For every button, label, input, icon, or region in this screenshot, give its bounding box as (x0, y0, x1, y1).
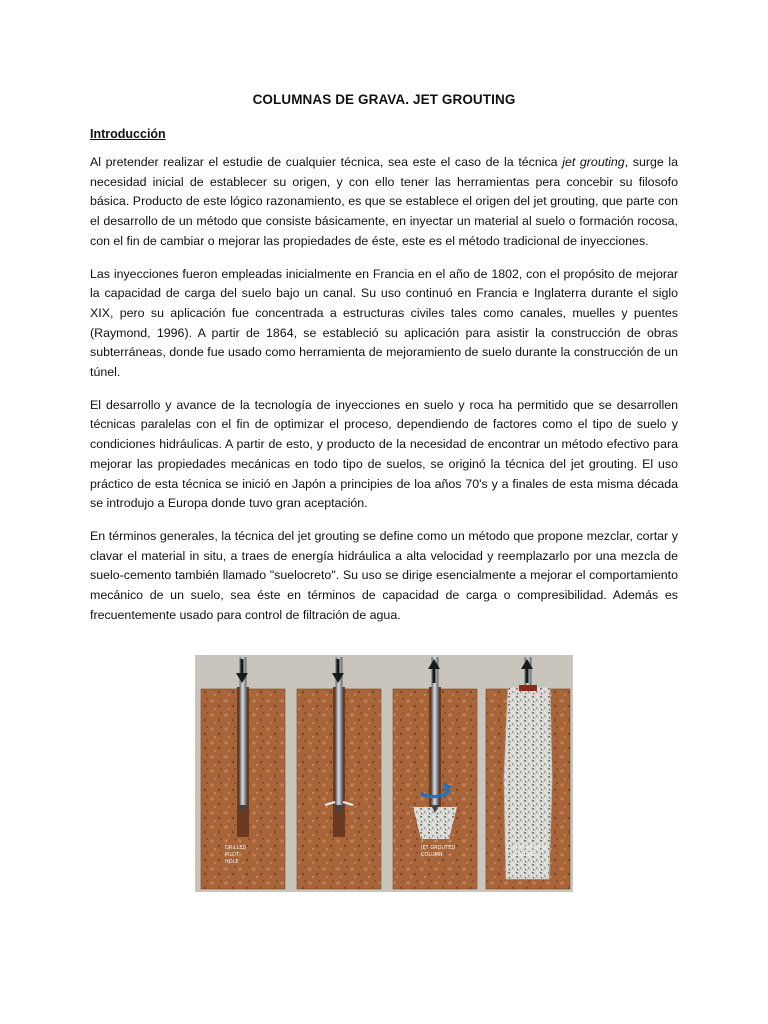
jet-grouting-figure (195, 655, 573, 892)
document-title: COLUMNAS DE GRAVA. JET GROUTING (252, 92, 516, 107)
stage-panel-1 (201, 657, 285, 889)
stage-panel-4 (486, 657, 570, 889)
stage-label-line: HOLE (225, 859, 239, 865)
paragraph-1-end: , surge la necesidad inicial de establecer su origen, y con ello tener las herramientas pera concebir su filosofo básica. Producto de este lógico razonamiento, es que se establece el origen del jet grouting, que parte con el desarrollo de un método que consiste básicamente, en inyectar un material al suelo o formación rocosa, con el fin de cambiar o mejorar las propiedades de éste, este es el método tradicional de inyecciones. (90, 155, 679, 248)
stage-panel-3 (393, 657, 477, 889)
stage-panel-2 (297, 657, 381, 889)
stage-label-line: DRILLED (225, 845, 247, 851)
paragraph-1-emphasis: jet grouting (562, 155, 625, 169)
paragraph-1-start: Al pretender realizar el estudie de cualquier técnica, sea este el caso de la técnica (90, 155, 563, 169)
jet-grouting-illustration (195, 655, 573, 892)
paragraph-1 (90, 153, 678, 252)
stage-label-line: COLUMN (421, 852, 443, 858)
stage-label-line: JET GROUTED (514, 845, 549, 851)
stage-label-line: JET GROUTED (421, 845, 456, 851)
paragraph-4: En términos generales, la técnica del jet grouting se define como un método que propone mezclar, cortar y clavar el material in situ, a traes de energía hidráulica a alta velocidad y reemplazarlo por una mezcla de suelo-cemento también llamado "suelocreto". Su uso se dirige esencialmente a mejorar el comportamiento mecánico de un suelo, sea éste en términos de capacidad de carga o compresibilidad. Además es frecuentemente usado para control de filtración de agua. (90, 528, 678, 622)
stage-label-line: COLUMN (514, 852, 536, 858)
section-heading: Introducción (90, 127, 166, 141)
paragraph-3: El desarrollo y avance de la tecnología de inyecciones en suelo y roca ha permitido que se desarrollen técnicas paralelas con el fin de optimizar el proceso, dependiendo de factores como el tipo de suelo y condiciones hidráulicas. A partir de esto, y producto de la necesidad de encontrar un método efectivo para mejorar las propiedades mecánicas en todo tipo de suelos, se originó la técnica del jet grouting. El uso práctico de esta técnica se inició en Japón a principies de loa años 70's y a finales de esta misma década se introdujo a Europa donde tuvo gran aceptación. (90, 397, 678, 511)
paragraph-2: Las inyecciones fueron empleadas inicialmente en Francia en el año de 1802, con el propósito de mejorar la capacidad de carga del suelo bajo un canal. Su uso continuó en Francia e Inglaterra durante el siglo XIX, pero su aplicación fue concentrada a estructuras civiles tales como canales, muelles y puentes (Raymond, 1996). A partir de 1864, se estableció su aplicación para asistir la construcción de obras subterráneas, donde fue usado como herramienta de mejoramiento de suelo durante la construcción de un túnel. (90, 266, 678, 380)
stage-label-line: PILOT (225, 852, 240, 858)
document-body (90, 92, 678, 638)
rod-collar (519, 685, 537, 691)
